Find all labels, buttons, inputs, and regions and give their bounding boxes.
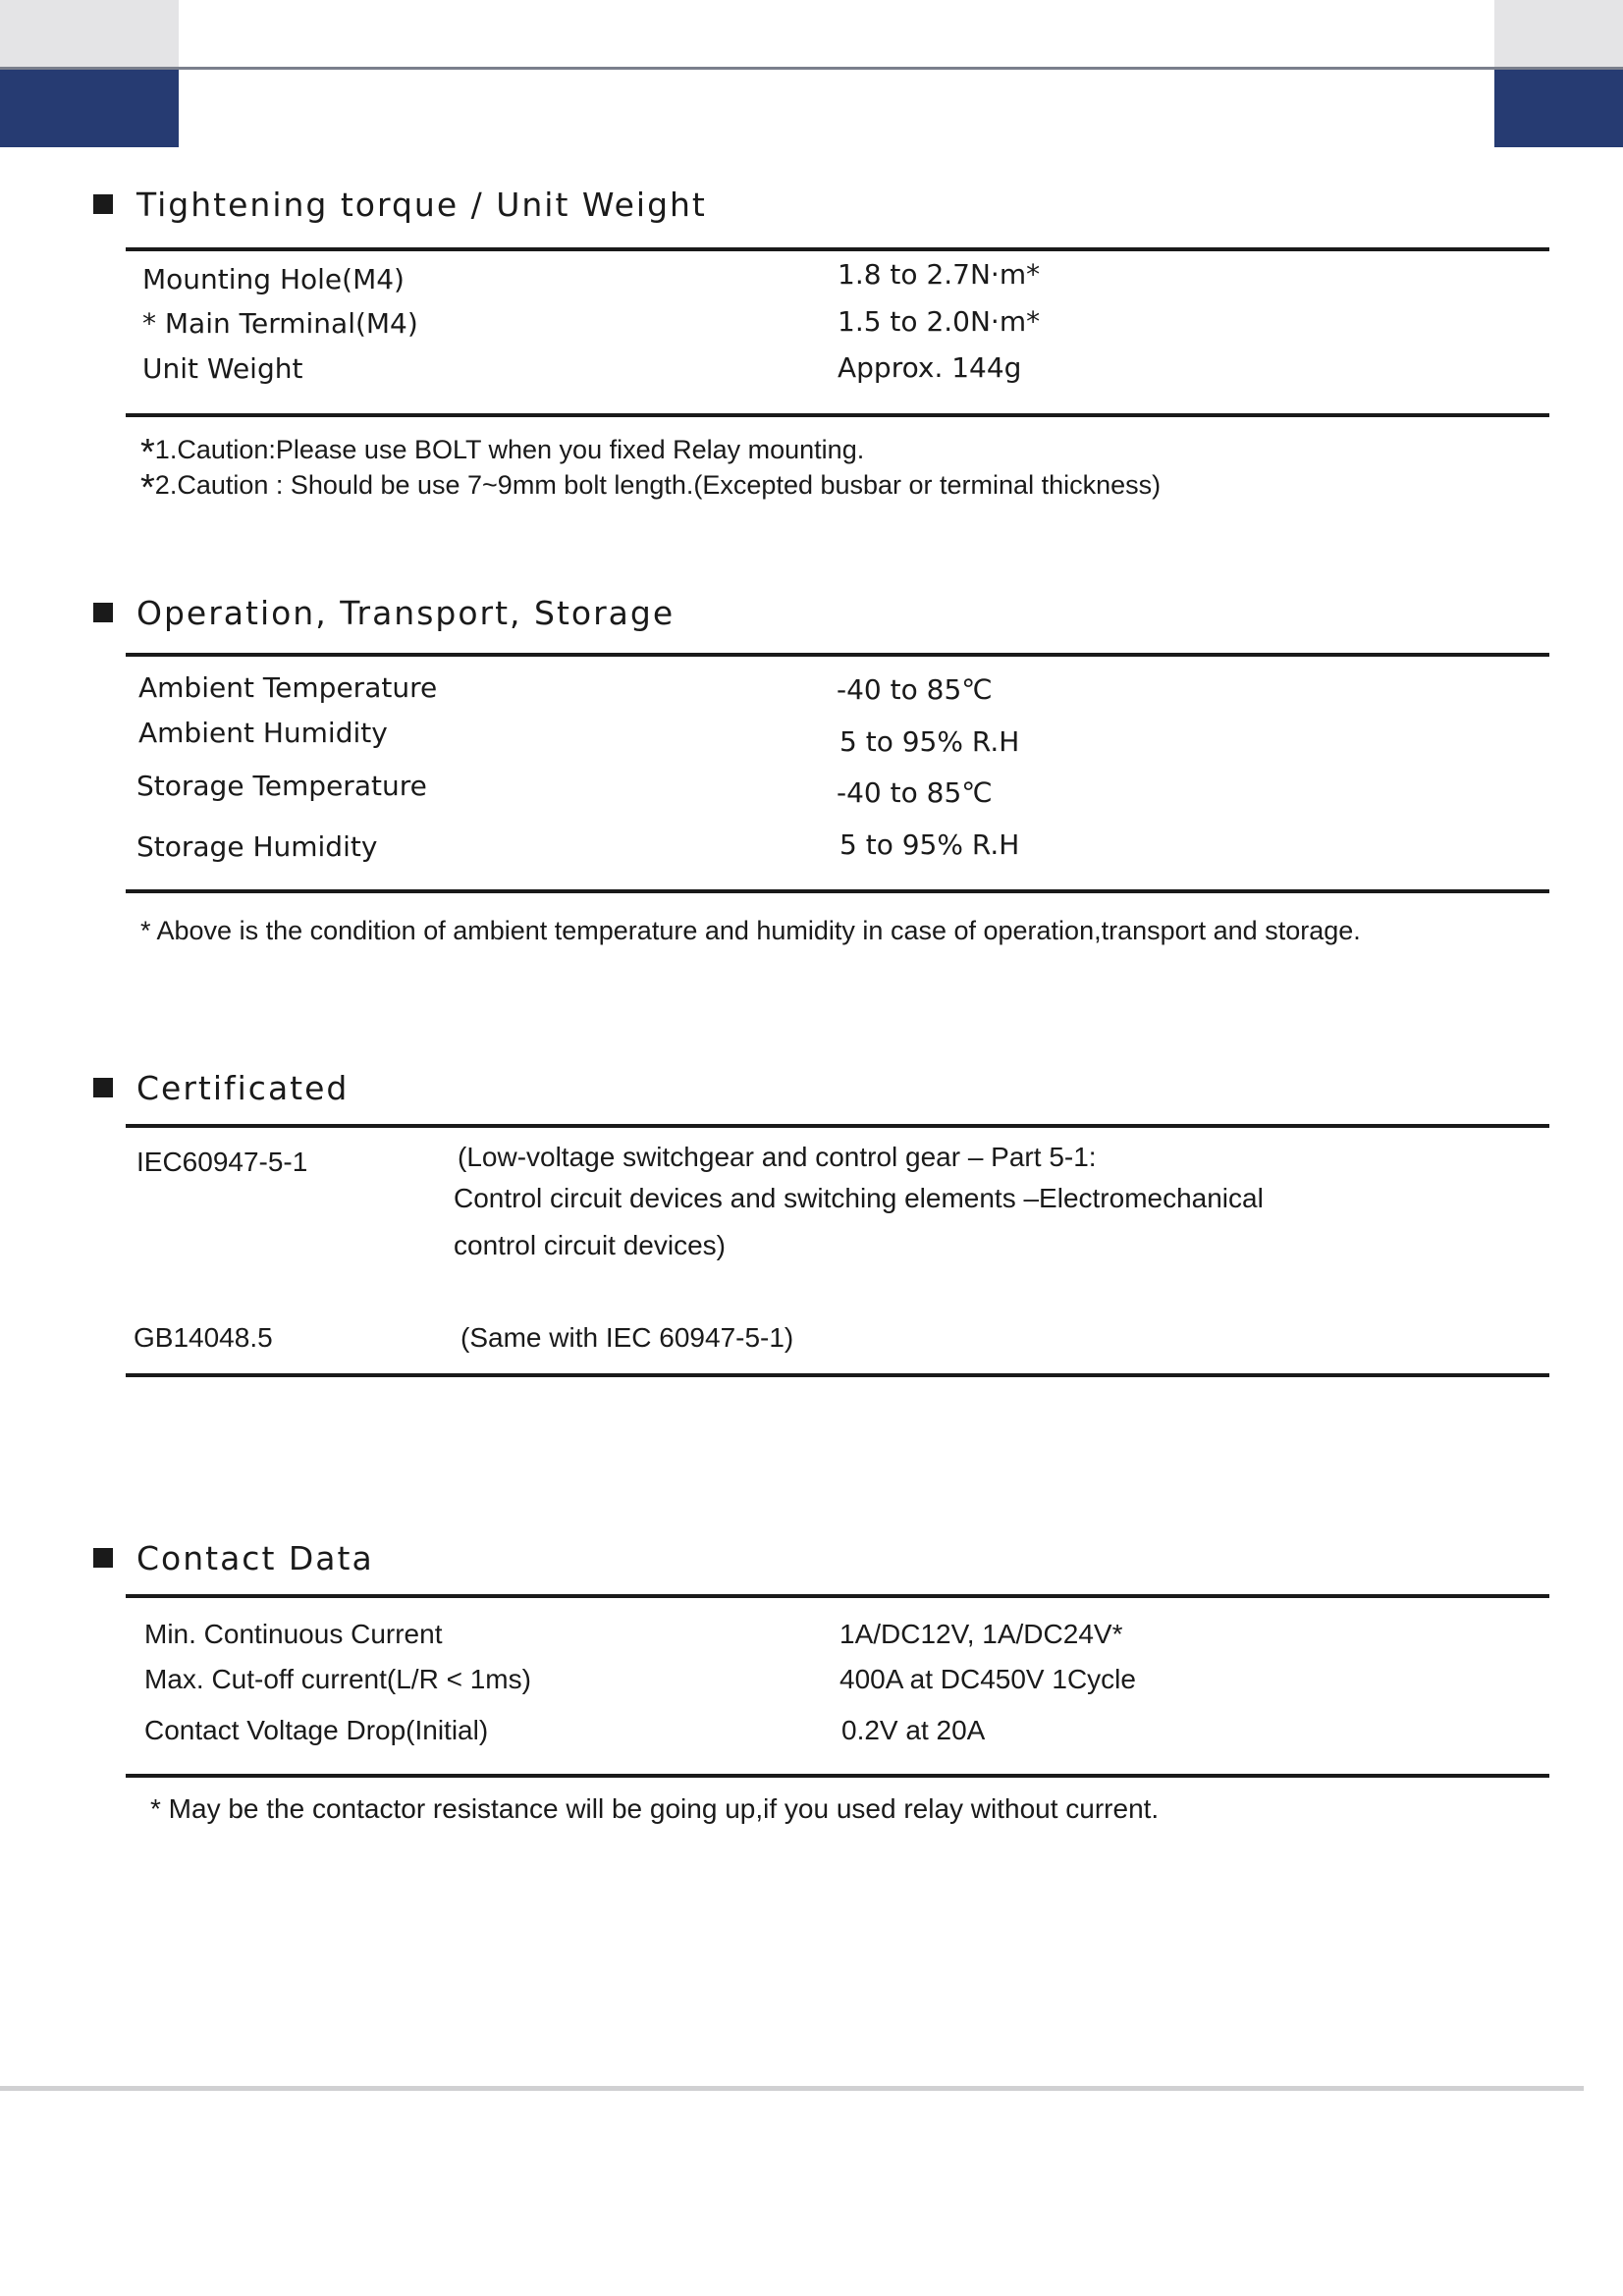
- row-value: 400A at DC450V 1Cycle: [839, 1664, 1136, 1694]
- row-value: 1A/DC12V, 1A/DC24V*: [839, 1619, 1123, 1649]
- contactor-note: * May be the contactor resistance will be going up,if you used relay without current.: [150, 1793, 1160, 1824]
- row-label: Storage Temperature: [136, 770, 427, 802]
- table-bottom-rule: [126, 1373, 1549, 1377]
- standard-code: GB14048.5: [134, 1322, 273, 1353]
- section-heading-certificated: [93, 1068, 349, 1107]
- table-bottom-rule: [126, 889, 1549, 893]
- row-value: 1.8 to 2.7N·m*: [838, 258, 1041, 291]
- section-title: Operation, Transport, Storage: [136, 593, 676, 632]
- caution-note: *2.Caution : Should be use 7~9mm bolt length.(Excepted busbar or terminal thickness): [140, 467, 1162, 508]
- section-title: Contact Data: [136, 1538, 374, 1577]
- standard-description: control circuit devices): [454, 1230, 726, 1260]
- row-value: Approx. 144g: [838, 351, 1022, 384]
- standard-description: (Same with IEC 60947-5-1): [460, 1322, 794, 1353]
- square-bullet-icon: [93, 1078, 113, 1097]
- section-heading-torque: [93, 185, 707, 224]
- row-label: Min. Continuous Current: [144, 1619, 443, 1649]
- header-accent-left: [0, 70, 179, 147]
- header-band-right: [1494, 0, 1623, 67]
- standard-description: Control circuit devices and switching elements –Electromechanical: [454, 1183, 1264, 1213]
- row-label: * Main Terminal(M4): [142, 307, 418, 340]
- row-value: 1.5 to 2.0N·m*: [838, 305, 1041, 338]
- condition-note: * Above is the condition of ambient temperature and humidity in case of operation,transport and storage.: [140, 916, 1361, 945]
- square-bullet-icon: [93, 1548, 113, 1568]
- row-label: Max. Cut-off current(L/R < 1ms): [144, 1664, 531, 1694]
- row-label: Unit Weight: [142, 352, 303, 385]
- table-bottom-rule: [126, 1774, 1549, 1778]
- header-band-left: [0, 0, 179, 67]
- row-value: 0.2V at 20A: [841, 1715, 986, 1745]
- caution-note: *1.Caution:Please use BOLT when you fixed Relay mounting.: [140, 432, 865, 473]
- row-label: Contact Voltage Drop(Initial): [144, 1715, 489, 1745]
- section-heading-contact: [93, 1538, 374, 1577]
- row-label: Ambient Temperature: [138, 671, 438, 704]
- header-divider: [0, 67, 1623, 70]
- section-title: Tightening torque / Unit Weight: [136, 185, 707, 224]
- header-accent-right: [1494, 70, 1623, 147]
- row-value: 5 to 95% R.H: [839, 828, 1020, 861]
- footer-divider: [0, 2086, 1584, 2091]
- row-value: 5 to 95% R.H: [839, 725, 1020, 758]
- row-label: Ambient Humidity: [138, 717, 388, 749]
- section-heading-operation: [93, 593, 675, 632]
- row-label: Mounting Hole(M4): [142, 263, 405, 295]
- standard-code: IEC60947-5-1: [136, 1147, 308, 1177]
- table-top-rule: [126, 1124, 1549, 1128]
- standard-description: (Low-voltage switchgear and control gear – Part 5-1:: [458, 1142, 1097, 1172]
- row-value: -40 to 85℃: [837, 776, 993, 809]
- table-top-rule: [126, 247, 1549, 251]
- table-top-rule: [126, 1594, 1549, 1598]
- table-bottom-rule: [126, 413, 1549, 417]
- square-bullet-icon: [93, 603, 113, 622]
- table-top-rule: [126, 653, 1549, 657]
- row-value: -40 to 85℃: [837, 673, 993, 706]
- square-bullet-icon: [93, 194, 113, 214]
- row-label: Storage Humidity: [136, 830, 378, 863]
- section-title: Certificated: [136, 1068, 350, 1107]
